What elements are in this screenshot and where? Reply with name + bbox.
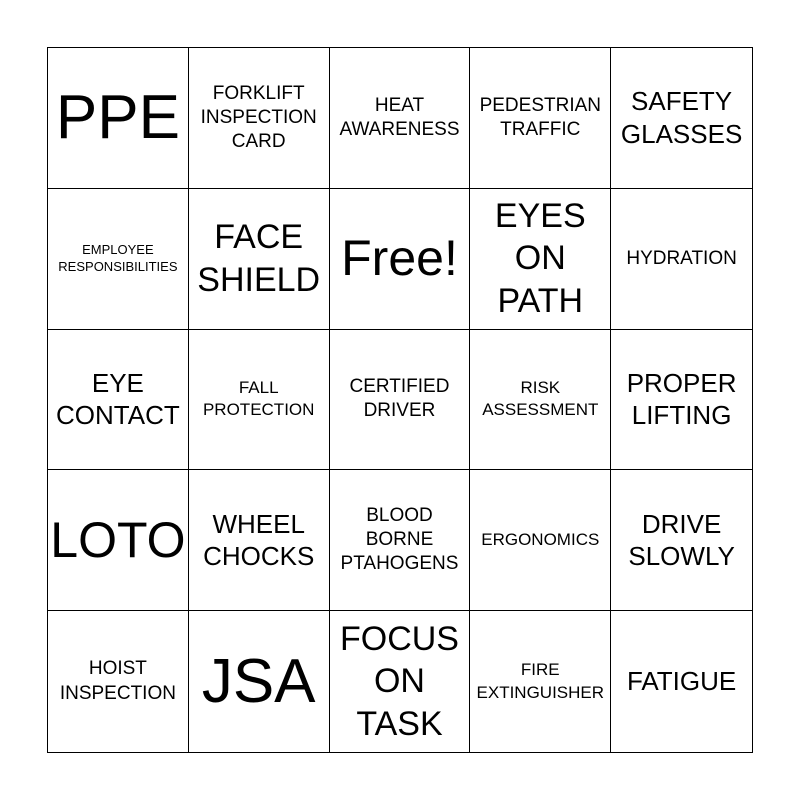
bingo-cell [48, 48, 189, 189]
bingo-cell [48, 330, 189, 471]
bingo-cell [611, 611, 752, 752]
cell-label: PROPER LIFTING [626, 367, 737, 431]
cell-label: ERGONOMICS [481, 529, 600, 549]
cell-label: FALL PROTECTION [202, 377, 315, 420]
bingo-cell [189, 48, 330, 189]
cell-label: PPE [55, 83, 180, 153]
cell-label: DRIVE SLOWLY [628, 508, 735, 572]
cell-label: LOTO [50, 512, 186, 569]
cell-label: FACE SHIELD [197, 218, 321, 299]
bingo-cell [48, 470, 189, 611]
cell-label: EYES ON PATH [494, 196, 586, 320]
bingo-cell [48, 189, 189, 330]
cell-label: BLOOD BORNE PTAHOGENS [340, 505, 459, 575]
cell-label: HOIST INSPECTION [59, 658, 176, 704]
bingo-cell [470, 611, 611, 752]
bingo-cell [330, 48, 471, 189]
cell-label: WHEEL CHOCKS [203, 508, 315, 572]
cell-label: EYE CONTACT [56, 367, 180, 431]
cell-label: FATIGUE [626, 666, 737, 697]
bingo-cell [189, 470, 330, 611]
cell-label: JSA [201, 647, 316, 717]
cell-label: FOCUS ON TASK [339, 619, 459, 743]
bingo-cell [470, 470, 611, 611]
bingo-cell [470, 330, 611, 471]
bingo-cell [189, 330, 330, 471]
cell-label: FORKLIFT INSPECTION CARD [200, 82, 317, 152]
bingo-cell [330, 470, 471, 611]
cell-label: EMPLOYEE RESPONSIBILITIES [58, 242, 178, 274]
cell-label: HYDRATION [626, 247, 737, 269]
bingo-cell [470, 189, 611, 330]
cell-label: CERTIFIED DRIVER [349, 376, 450, 422]
cell-label: SAFETY GLASSES [620, 86, 743, 149]
bingo-board [47, 47, 753, 753]
bingo-cell [611, 470, 752, 611]
bingo-cell [189, 189, 330, 330]
bingo-cell [611, 330, 752, 471]
cell-label: RISK ASSESSMENT [482, 377, 599, 420]
free-space-cell [330, 189, 471, 330]
bingo-cell [48, 611, 189, 752]
bingo-cell [611, 48, 752, 189]
bingo-cell [611, 189, 752, 330]
cell-label: PEDESTRIAN TRAFFIC [479, 94, 601, 140]
bingo-cell [330, 611, 471, 752]
cell-label: HEAT AWARENESS [339, 94, 460, 140]
bingo-cell [189, 611, 330, 752]
bingo-cell [470, 48, 611, 189]
free-space-label: Free! [341, 230, 458, 287]
cell-label: FIRE EXTINGUISHER [476, 659, 605, 702]
bingo-cell [330, 330, 471, 471]
